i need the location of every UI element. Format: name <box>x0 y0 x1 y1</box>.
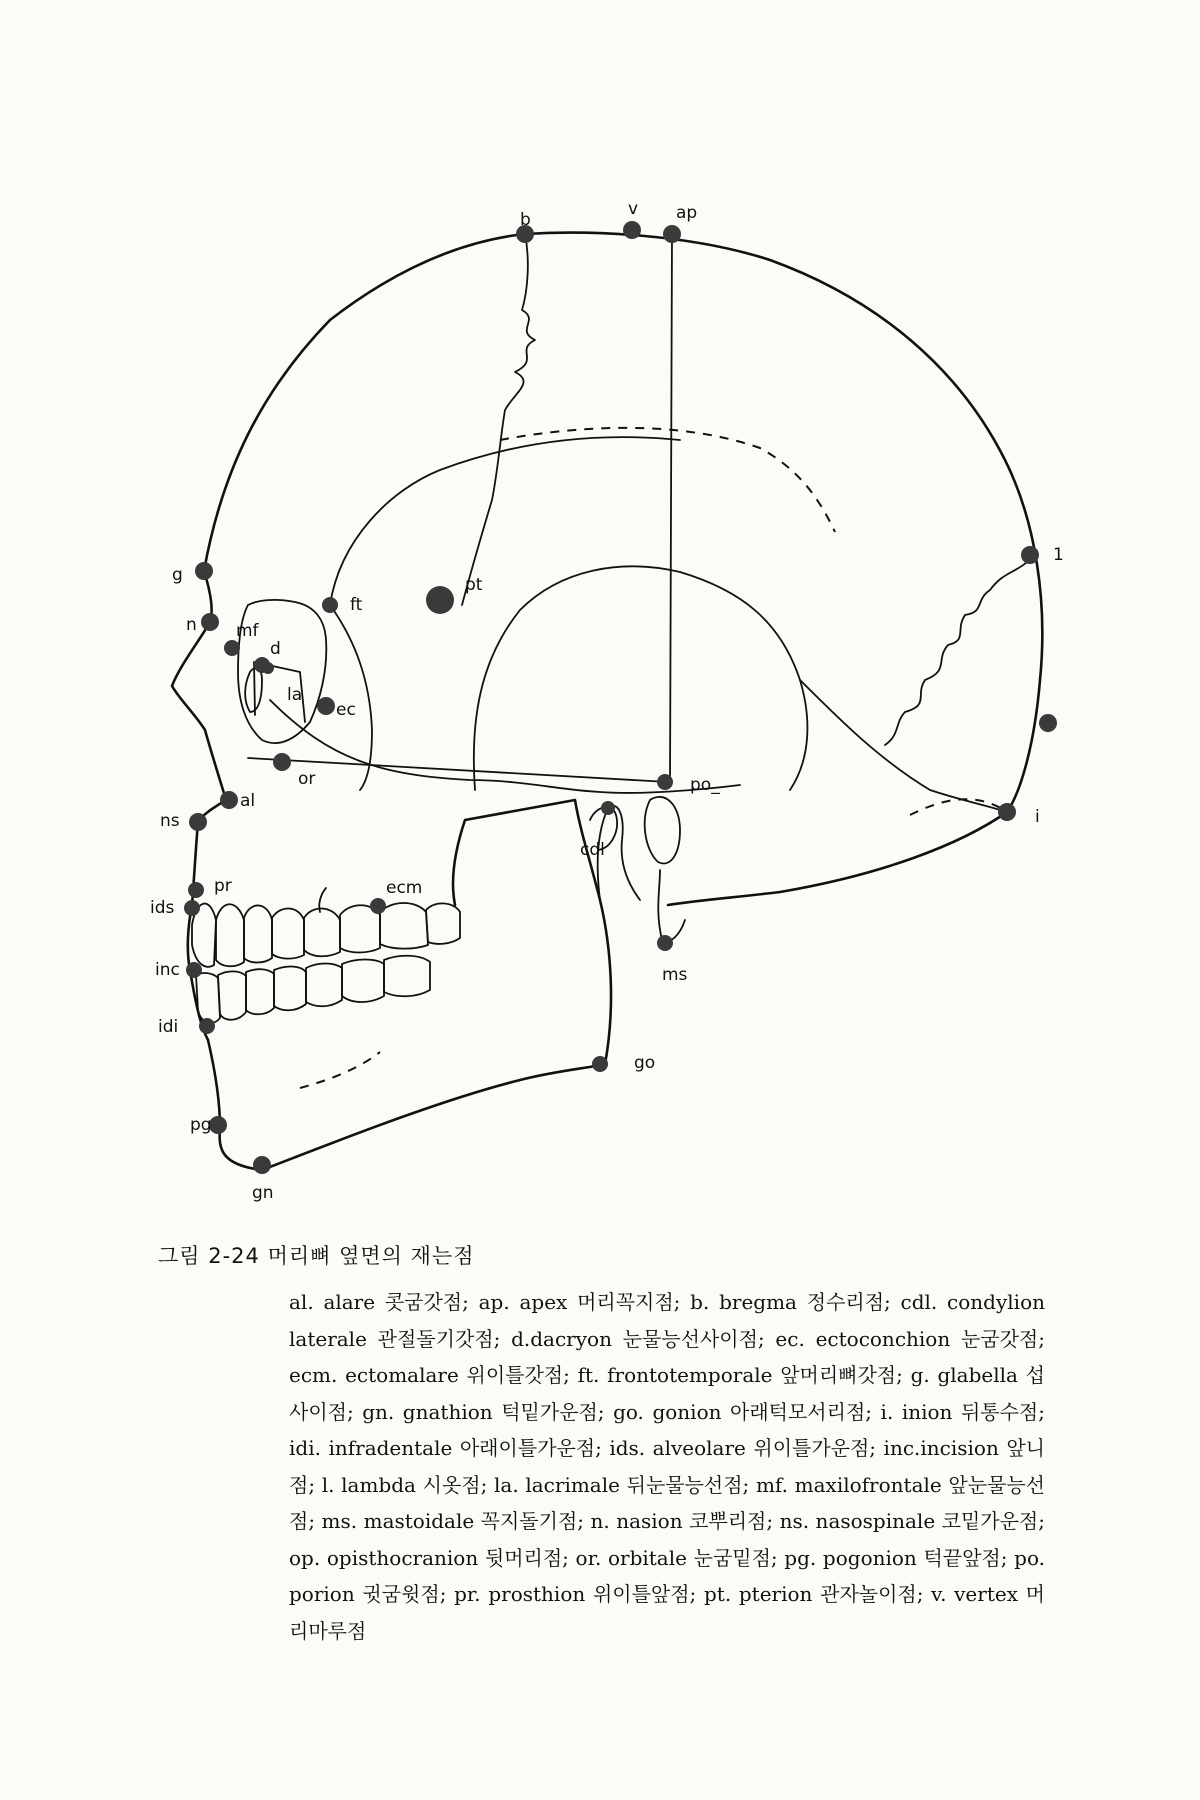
landmark-dot-ft <box>322 597 338 613</box>
lambdoid-suture <box>885 555 1035 745</box>
landmark-label-cdl: cdl <box>580 840 605 860</box>
cranium-outline <box>204 233 1042 905</box>
landmark-dot-g <box>195 562 213 580</box>
landmark-label-pt: pt <box>465 575 483 595</box>
apex-vertical-line <box>670 234 672 782</box>
nasal-profile <box>172 622 226 822</box>
landmark-label-al: al <box>240 791 256 811</box>
figure-caption-title: 그림 2-24 머리뼈 옆면의 재는점 <box>158 1244 475 1268</box>
landmark-dot-ecm <box>370 898 386 914</box>
landmark-label-g: g <box>172 565 183 585</box>
landmark-label-la: la <box>287 685 303 705</box>
landmark-dot-idi <box>199 1018 215 1034</box>
landmark-label-mf: mf <box>236 621 259 641</box>
landmark-dot-ms <box>657 935 673 951</box>
landmark-label-ec: ec <box>336 700 356 720</box>
landmark-dot-inc <box>186 962 202 978</box>
landmark-dot-n <box>201 613 219 631</box>
landmark-label-inc: inc <box>155 960 180 980</box>
occipital-inner <box>800 680 1007 812</box>
landmark-label-go: go <box>634 1053 656 1073</box>
landmark-dot-go <box>592 1056 608 1072</box>
landmark-label-ap: ap <box>676 203 698 223</box>
landmark-label-v: v <box>628 199 639 219</box>
landmark-label-i: i <box>1035 807 1040 827</box>
landmark-dot-ids <box>184 900 200 916</box>
landmark-dot-or <box>273 753 291 771</box>
landmark-dot-po <box>657 774 673 790</box>
landmark-label-pr: pr <box>214 876 232 896</box>
temporal-line-dashed <box>500 428 835 532</box>
figure-caption-text: al. alare 콧굼갓점; ap. apex 머리꼭지점; b. bregma 정수리점; cdl. condylion laterale 관절돌기갓점; d.dacryon 눈물능선사이점; ec. ectoconchion 눈굼갓점; ecm. ectomalare 위이틀갓점; ft. frontotemporale 앞머리뼈갓점; g. glabella 섭사이점; gn. gnathion 턱밑가운점; go. gonion 아래턱모서리점; i. inion 뒤통수점; idi. infradentale 아래이틀가운점; ids. alveolare 위이틀가운점; inc.incision 앞니점; l. lambda 시옷점; la. lacrimale 뒤눈물능선점; mf. maxilofrontale 앞눈물능선점; ms. mastoidale 꼭지돌기점; n. nasion 코뿌리점; ns. nasospinale 코밑가운점; op. opisthocranion 뒷머리점; or. orbitale 눈굼밑점; pg. pogonion 턱끝앞점; po. porion 귓굼윗점; pr. prosthion 위이틀앞점; pt. pterion 관자놀이점; v. vertex 머리마루점 <box>289 1290 1045 1643</box>
landmark-dot-mf <box>224 640 240 656</box>
landmark-label-n: n <box>186 615 197 635</box>
coronal-suture <box>462 234 535 605</box>
landmark-label-ms: ms <box>662 965 688 985</box>
landmark-label-or: or <box>298 769 316 789</box>
landmark-dot-cdl <box>601 801 615 815</box>
landmark-label-gn: gn <box>252 1183 274 1203</box>
landmark-dot-ns <box>189 813 207 831</box>
landmark-label-ft: ft <box>350 595 363 615</box>
landmark-label-po: po_ <box>690 775 720 795</box>
landmark-dot-pt <box>426 586 454 614</box>
external-auditory-meatus <box>645 797 680 864</box>
landmark-dot-la <box>262 662 274 674</box>
landmark-label-ns: ns <box>160 811 180 831</box>
landmark-label-ids: ids <box>150 898 175 918</box>
mental-line <box>300 1052 380 1088</box>
landmark-label-ecm: ecm <box>386 878 423 898</box>
landmark-label-idi: idi <box>158 1017 179 1037</box>
landmark-dot-i <box>998 803 1016 821</box>
landmark-dot-al <box>220 791 238 809</box>
landmark-label-b: b <box>520 210 531 230</box>
squamosal-suture <box>474 566 808 790</box>
landmark-dot-l <box>1021 546 1039 564</box>
landmark-dot-op <box>1039 714 1057 732</box>
temporal-line <box>330 437 680 605</box>
landmark-dot-ap <box>663 225 681 243</box>
landmark-dot-ec <box>317 697 335 715</box>
landmark-label-d: d <box>270 639 281 659</box>
landmark-label-l: 1 <box>1053 545 1064 565</box>
landmark-label-pg: pg <box>190 1115 212 1135</box>
mandible-outline <box>208 800 611 1170</box>
landmark-dot-gn <box>253 1156 271 1174</box>
landmark-dot-pg <box>209 1116 227 1134</box>
landmark-dot-pr <box>188 882 204 898</box>
landmark-dot-v <box>623 221 641 239</box>
